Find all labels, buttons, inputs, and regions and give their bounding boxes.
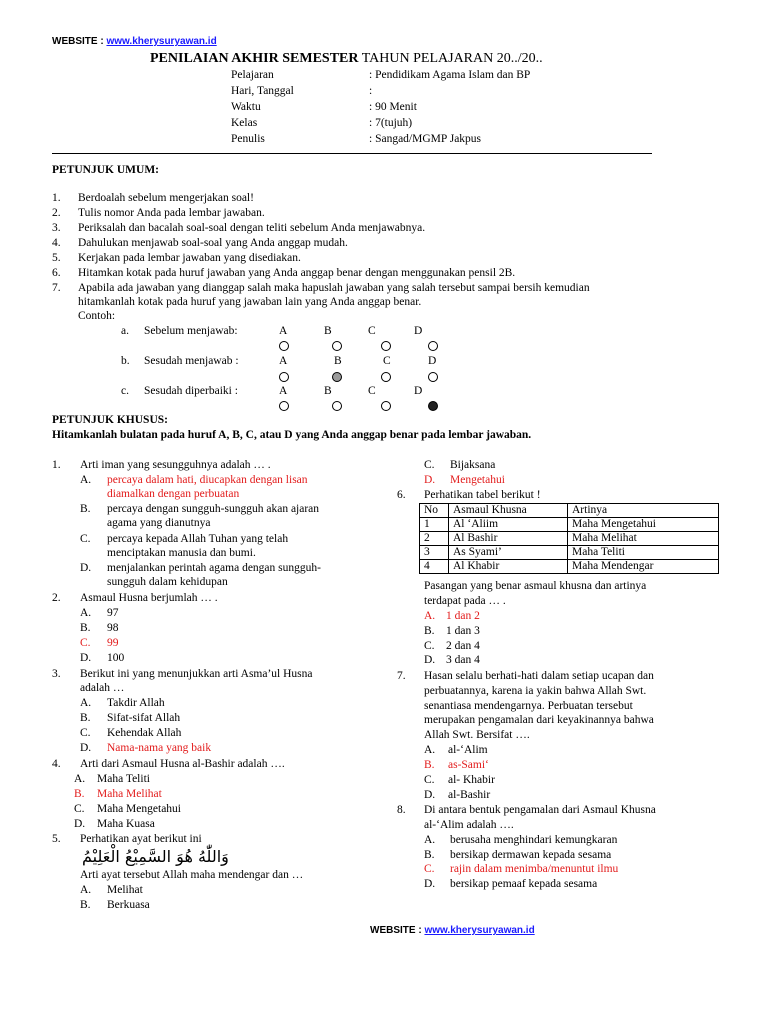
option-letter: D. (74, 818, 86, 830)
answer-bubble (332, 341, 342, 351)
option-letter: D. (80, 652, 92, 664)
example-option: C (368, 325, 376, 337)
option-text: Melihat (107, 884, 143, 896)
option-correct: 99 (107, 637, 119, 649)
table-cell: 4 (420, 560, 449, 574)
option-letter: C. (80, 533, 91, 545)
answer-bubble (381, 372, 391, 382)
answer-bubble (279, 341, 289, 351)
option-letter: A. (424, 610, 436, 622)
question-number: 7. (397, 670, 406, 682)
table-row (420, 546, 719, 560)
answer-bubble-filled (428, 401, 438, 411)
example-option: A (279, 355, 288, 367)
option-text: menjalankan perintah agama dengan sungguh- (107, 562, 321, 574)
example-option: D (428, 355, 437, 367)
list-item: Tulis nomor Anda pada lembar jawaban. (78, 207, 265, 219)
table-cell: 1 (420, 518, 449, 532)
info-value: : 90 Menit (369, 101, 417, 113)
option-text: al-‘Alim (448, 744, 488, 756)
question-number: 6. (397, 489, 406, 501)
arabic-verse: وَاللّٰهُ هُوَ السَّمِيْعُ الْعَلِيْمُ (82, 847, 229, 866)
info-value: : Sangad/MGMP Jakpus (369, 133, 482, 145)
option-text: Berkuasa (107, 899, 150, 911)
table-cell: Maha Melihat (568, 532, 719, 546)
list-number: 6. (52, 267, 61, 279)
table-cell: Al ‘Aliim (449, 518, 568, 532)
option-text: Sifat-sifat Allah (107, 712, 181, 724)
option-text: bersikap pemaaf kepada sesama (450, 878, 598, 890)
option-letter: B. (80, 503, 91, 515)
option-text: al-Bashir (448, 789, 491, 801)
option-letter: B. (80, 899, 91, 911)
option-letter: B. (80, 622, 91, 634)
option-text: Maha Teliti (97, 773, 150, 785)
website-label: WEBSITE : (370, 925, 422, 936)
option-correct: percaya dalam hati, diucapkan dengan lisan (107, 474, 308, 486)
question-number: 4. (52, 758, 61, 770)
question-text: Di antara bentuk pengamalan dari Asmaul Khusna (424, 804, 656, 816)
option-letter: D. (80, 742, 92, 754)
table-cell: 2 (420, 532, 449, 546)
example-option: B (334, 355, 342, 367)
question-text-cont: terdapat pada … . (424, 595, 506, 607)
option-text: al- Khabir (448, 774, 495, 786)
table-cell: Maha Mendengar (568, 560, 719, 574)
example-letter: a. (121, 325, 129, 337)
option-correct: 1 dan 2 (446, 610, 480, 622)
info-label: Pelajaran (231, 69, 274, 81)
answer-bubble (332, 401, 342, 411)
example-option: C (383, 355, 391, 367)
option-text: 2 dan 4 (446, 640, 480, 652)
question-text-cont: adalah … (80, 682, 125, 694)
example-option: B (324, 385, 332, 397)
list-number: 2. (52, 207, 61, 219)
option-text: 1 dan 3 (446, 625, 480, 637)
option-letter: B. (424, 849, 435, 861)
list-item: Hitamkan kotak pada huruf jawaban yang Anda anggap benar dengan menggunakan pensil 2B. (78, 267, 516, 279)
website-label: WEBSITE : (52, 36, 104, 47)
table-cell: Maha Teliti (568, 546, 719, 560)
answer-bubble (279, 401, 289, 411)
petunjuk-khusus-instruction: Hitamkanlah bulatan pada huruf A, B, C, atau D yang Anda anggap benar pada lembar jawaban. (52, 429, 532, 441)
option-letter: D. (424, 789, 436, 801)
option-letter: D. (80, 562, 92, 574)
option-letter: B. (80, 712, 91, 724)
answer-bubble (428, 341, 438, 351)
list-item-cont: hitamkanlah kotak pada huruf yang jawaban lain yang Anda anggap benar. (78, 296, 422, 308)
question-number: 2. (52, 592, 61, 604)
example-letter: c. (121, 385, 129, 397)
example-option: C (368, 385, 376, 397)
table-cell: Al Bashir (449, 532, 568, 546)
info-label: Penulis (231, 133, 265, 145)
option-text: 97 (107, 607, 119, 619)
option-text: Maha Mengetahui (97, 803, 181, 815)
question-text-cont: Allah Swt. Bersifat …. (424, 729, 530, 741)
table-row (420, 518, 719, 532)
example-label: Sesudah menjawab : (144, 355, 239, 367)
website-footer (370, 925, 535, 936)
option-letter: C. (424, 863, 435, 875)
answer-bubble-filled (332, 372, 342, 382)
question-text: Perhatikan tabel berikut ! (424, 489, 541, 501)
option-text: Maha Kuasa (97, 818, 155, 830)
list-item: Berdoalah sebelum mengerjakan soal! (78, 192, 254, 204)
option-letter: D. (424, 654, 436, 666)
title-bold: PENILAIAN AKHIR SEMESTER (150, 51, 359, 66)
example-label: Sebelum menjawab: (144, 325, 238, 337)
list-number: 1. (52, 192, 61, 204)
option-letter: D. (424, 474, 436, 486)
question-number: 3. (52, 668, 61, 680)
option-letter: A. (424, 744, 436, 756)
header-divider (52, 153, 652, 154)
answer-bubble (279, 372, 289, 382)
option-letter: A. (80, 697, 92, 709)
option-text: 3 dan 4 (446, 654, 480, 666)
question-text: Arti iman yang sesungguhnya adalah … . (80, 459, 271, 471)
contoh-label: Contoh: (78, 310, 116, 322)
option-letter: C. (74, 803, 85, 815)
question-text-cont: Arti ayat tersebut Allah maha mendengar dan … (80, 869, 304, 881)
option-letter: B. (424, 625, 435, 637)
list-item: Dahulukan menjawab soal-soal yang Anda anggap mudah. (78, 237, 348, 249)
table-header-row (420, 504, 719, 518)
option-letter: A. (80, 474, 92, 486)
table-cell: As Syami’ (449, 546, 568, 560)
example-option: A (279, 325, 288, 337)
table-header: Artinya (568, 504, 719, 518)
option-text-cont: menciptakan manusia dan bumi. (107, 547, 256, 559)
example-label: Sesudah diperbaiki : (144, 385, 238, 397)
option-text: Bijaksana (450, 459, 496, 471)
option-letter: A. (80, 607, 92, 619)
option-letter: A. (424, 834, 436, 846)
option-letter: D. (424, 878, 436, 890)
question-text-cont: senantiasa mendengarnya. Perbuatan tersebut (424, 700, 633, 712)
question-text-cont: perbuatannya, karena ia yakin bahwa Allah Swt. (424, 685, 647, 697)
asmaul-husna-table (419, 503, 719, 574)
petunjuk-umum-heading: PETUNJUK UMUM: (52, 164, 159, 176)
option-correct: Nama-nama yang baik (107, 742, 212, 754)
info-label: Hari, Tanggal (231, 85, 294, 97)
answer-bubble (428, 372, 438, 382)
example-option: D (414, 325, 423, 337)
option-text-cont: agama yang dianutnya (107, 517, 211, 529)
option-letter: B. (74, 788, 85, 800)
option-correct: rajin dalam menimba/menuntut ilmu (450, 863, 619, 875)
option-text: percaya kepada Allah Tuhan yang telah (107, 533, 289, 545)
table-cell: Al Khabir (449, 560, 568, 574)
list-number: 4. (52, 237, 61, 249)
option-correct-cont: diamalkan dengan perbuatan (107, 488, 240, 500)
option-letter: C. (424, 774, 435, 786)
example-option: B (324, 325, 332, 337)
page-title (150, 51, 543, 67)
info-label: Kelas (231, 117, 258, 129)
option-text: bersikap dermawan kepada sesama (450, 849, 612, 861)
info-value: : (369, 85, 373, 97)
option-letter: A. (80, 884, 92, 896)
list-item: Periksalah dan bacalah soal-soal dengan teliti sebelum Anda menjawabnya. (78, 222, 426, 234)
list-item: Kerjakan pada lembar jawaban yang disediakan. (78, 252, 301, 264)
question-text-cont: al-‘Alim adalah …. (424, 819, 514, 831)
website-link[interactable]: www.kherysuryawan.id (106, 36, 217, 47)
table-cell: 3 (420, 546, 449, 560)
option-text-cont: sungguh dalam kehidupan (107, 576, 228, 588)
option-text: 100 (107, 652, 125, 664)
option-letter: A. (74, 773, 86, 785)
option-correct: Mengetahui (450, 474, 505, 486)
question-text-cont: merupakan pengamalan dari keyakinannya bahwa (424, 714, 654, 726)
table-header: Asmaul Khusna (449, 504, 568, 518)
option-letter: C. (80, 637, 91, 649)
table-row (420, 560, 719, 574)
option-text: 98 (107, 622, 119, 634)
option-letter: B. (424, 759, 435, 771)
list-number: 3. (52, 222, 61, 234)
table-header: No (420, 504, 449, 518)
info-value: : 7(tujuh) (369, 117, 413, 129)
question-number: 1. (52, 459, 61, 471)
option-text: Kehendak Allah (107, 727, 182, 739)
option-letter: C. (424, 640, 435, 652)
question-number: 5. (52, 833, 61, 845)
option-correct: as-Sami‘ (448, 759, 489, 771)
question-text: Perhatikan ayat berikut ini (80, 833, 202, 845)
info-value: : Pendidikam Agama Islam dan BP (369, 69, 531, 81)
example-option: A (279, 385, 288, 397)
option-letter: C. (424, 459, 435, 471)
answer-bubble (381, 341, 391, 351)
question-text: Arti dari Asmaul Husna al-Bashir adalah …. (80, 758, 285, 770)
title-rest: TAHUN PELAJARAN 20../20.. (361, 51, 543, 66)
answer-bubble (381, 401, 391, 411)
option-text: Takdir Allah (107, 697, 165, 709)
table-cell: Maha Mengetahui (568, 518, 719, 532)
question-text: Pasangan yang benar asmaul khusna dan artinya (424, 580, 647, 592)
list-number: 5. (52, 252, 61, 264)
example-option: D (414, 385, 423, 397)
website-header (52, 36, 217, 47)
example-letter: b. (121, 355, 130, 367)
question-text: Asmaul Husna berjumlah … . (80, 592, 218, 604)
option-text: percaya dengan sungguh-sungguh akan ajaran (107, 503, 320, 515)
website-link[interactable]: www.kherysuryawan.id (424, 925, 535, 936)
question-text: Hasan selalu berhati-hati dalam setiap ucapan dan (424, 670, 654, 682)
option-letter: C. (80, 727, 91, 739)
option-correct: Maha Melihat (97, 788, 162, 800)
question-number: 8. (397, 804, 406, 816)
info-label: Waktu (231, 101, 261, 113)
question-text: Berikut ini yang menunjukkan arti Asma’ul Husna (80, 668, 313, 680)
petunjuk-khusus-heading: PETUNJUK KHUSUS: (52, 414, 168, 426)
option-text: berusaha menghindari kemungkaran (450, 834, 618, 846)
list-item: Apabila ada jawaban yang dianggap salah maka hapuslah jawaban yang salah tersebut sampai bersih kemudian (78, 282, 590, 294)
list-number: 7. (52, 282, 61, 294)
table-row (420, 532, 719, 546)
